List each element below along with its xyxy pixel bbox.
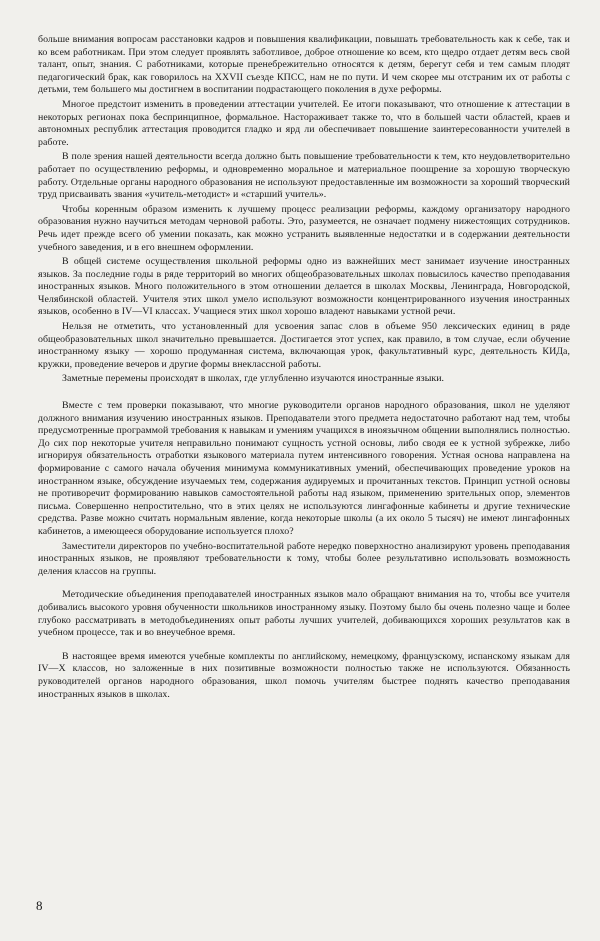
section-gap	[38, 388, 570, 400]
section-gap	[38, 580, 570, 589]
paragraph-5: В общей системе осуществления школьной реформы одно из важнейших мест занимает изучение иностранных языков. За последние годы в ряде территорий во многих общеобразовательных школах повысилось качество преподавания иностранных языков. Много положительного в этом отношении делается в школах Москвы, Ленинграда, Новгородской, Челябинской областей. Учителя этих школ умело используют возможности концентрированного изучения иностранных языков, особенно в IV—VI классах. Учащиеся этих школ хорошо владеют навыками устной речи.	[38, 256, 570, 318]
paragraph-3: В поле зрения нашей деятельности всегда должно быть повышение требовательности к тем, кто неудовлетворительно работает по осуществлению реформы, и одновременно моральное и материальное поощрение за хорошую творческую работу. Отдельные органы народного образования не используют предоставленные им возможности за хороший творческий труд присваивать звания «учитель-методист» и «старший учитель».	[38, 151, 570, 201]
page-number: 8	[36, 898, 43, 913]
paragraph-2: Многое предстоит изменить в проведении аттестации учителей. Ее итоги показывают, что отношение к аттестации в некоторых регионах пока беспринципное, формальное. Настораживает также то, что в большей части областей, краев и автономных республик аттестация проводится гладко и ярд ли обеспечивает повышение заинтересованности учителей в работе.	[38, 98, 570, 148]
paragraph-9: Заместители директоров по учебно-воспитательной работе нередко поверхностно анализируют уровень преподавания иностранных языков, не проявляют требовательности к тому, чтобы более результативно использовать возможность деления классов на группы.	[38, 540, 570, 577]
paragraph-4: Чтобы коренным образом изменить к лучшему процесс реализации реформы, каждому организатору народного образования нужно научиться методам черновой работы. Это, разумеется, не означает подмену нижестоящих сотрудников. Речь идет прежде всего об умении показать, как можно устранить выявленные недостатки и в содержании деятельности учебного заведения, и в его внешнем оформлении.	[38, 203, 570, 253]
paragraph-8: Вместе с тем проверки показывают, что многие руководители органов народного образования, школ не уделяют должного внимания изучению иностранных языков. Преподаватели этого предмета недостаточно работают над тем, чтобы предусмотренные программой требования к навыкам и умениям учащихся в иноязычном общении выполнялись полностью. До сих пор некоторые учителя неправильно понимают сущность устной основы, либо сводя ее к устной зубрежке, либо игнорируя обязательность отработки языкового материала путем интенсивного говорения. Устная основа направлена на формирование с самого начала обучения минимума коммуникативных умений, обеспечивающих проведение уроков на иностранном языке, обсуждение изучаемых тем, содержания аудируемых и прочитанных текстов. Принцип устной основы не противоречит формированию навыков самостоятельной работы над языком, применению зрительных опор, элементов письма. Совершенно непростительно, что в этих целях не используются лингафонные кабинеты и другие технические средства. Разве можно считать нормальным явление, когда некоторые школы (а их около 5 тысяч) не имеют лингафонных кабинетов, а имеющееся оборудование используется плохо?	[38, 400, 570, 537]
paragraph-6: Нельзя не отметить, что установленный для усвоения запас слов в объеме 950 лексических единиц в ряде общеобразовательных школ значительно превышается. Достигается этот успех, как правило, в том случае, если обучение иностранному языку — хорошо продуманная система, включающая урок, факультативный курс, деятельность КИДа, кружки, проведение вечеров и другие формы внеклассной работы.	[38, 321, 570, 370]
paragraph-10: Методические объединения преподавателей иностранных языков мало обращают внимания на то, чтобы все учителя добивались высокого уровня обученности школьников иностранному языку. Поэтому было бы очень полезно чаще и более глубоко рассматривать в методобъединениях опыт работы лучших учителей, добивающихся хороших результатов как в учебном процессе, так и во внеучебное время.	[38, 589, 570, 639]
paragraph-1: больше внимания вопросам расстановки кадров и повышения квалификации, повышать требовательность как к себе, так и ко всем работникам. При этом следует проявлять заботливое, доброе отношение ко всем, кто щедро отдает детям весь свой талант, опыт, знания. С работниками, которые пренебрежительно относятся к детям, берегут себя и тем самым плодят педагогический брак, как говорилось на XXVII съезде КПСС, нам не по пути. И чем скорее мы отстраним их от работы с детьми, тем большего мы достигнем в воспитании подрастающего поколения в духе реформы.	[38, 34, 570, 96]
paragraph-7: Заметные перемены происходят в школах, где углубленно изучаются иностранные языки.	[62, 373, 445, 385]
section-gap	[38, 642, 570, 651]
paragraph-11: В настоящее время имеются учебные комплекты по английскому, немецкому, французскому, испанскому языкам для IV—X классов, но заложенные в них позитивные возможности полностью также не используются. Обязанность руководителей органов народного образования, школ помочь учителям быстрее поднять качество преподавания иностранных языков в школах.	[38, 650, 570, 700]
